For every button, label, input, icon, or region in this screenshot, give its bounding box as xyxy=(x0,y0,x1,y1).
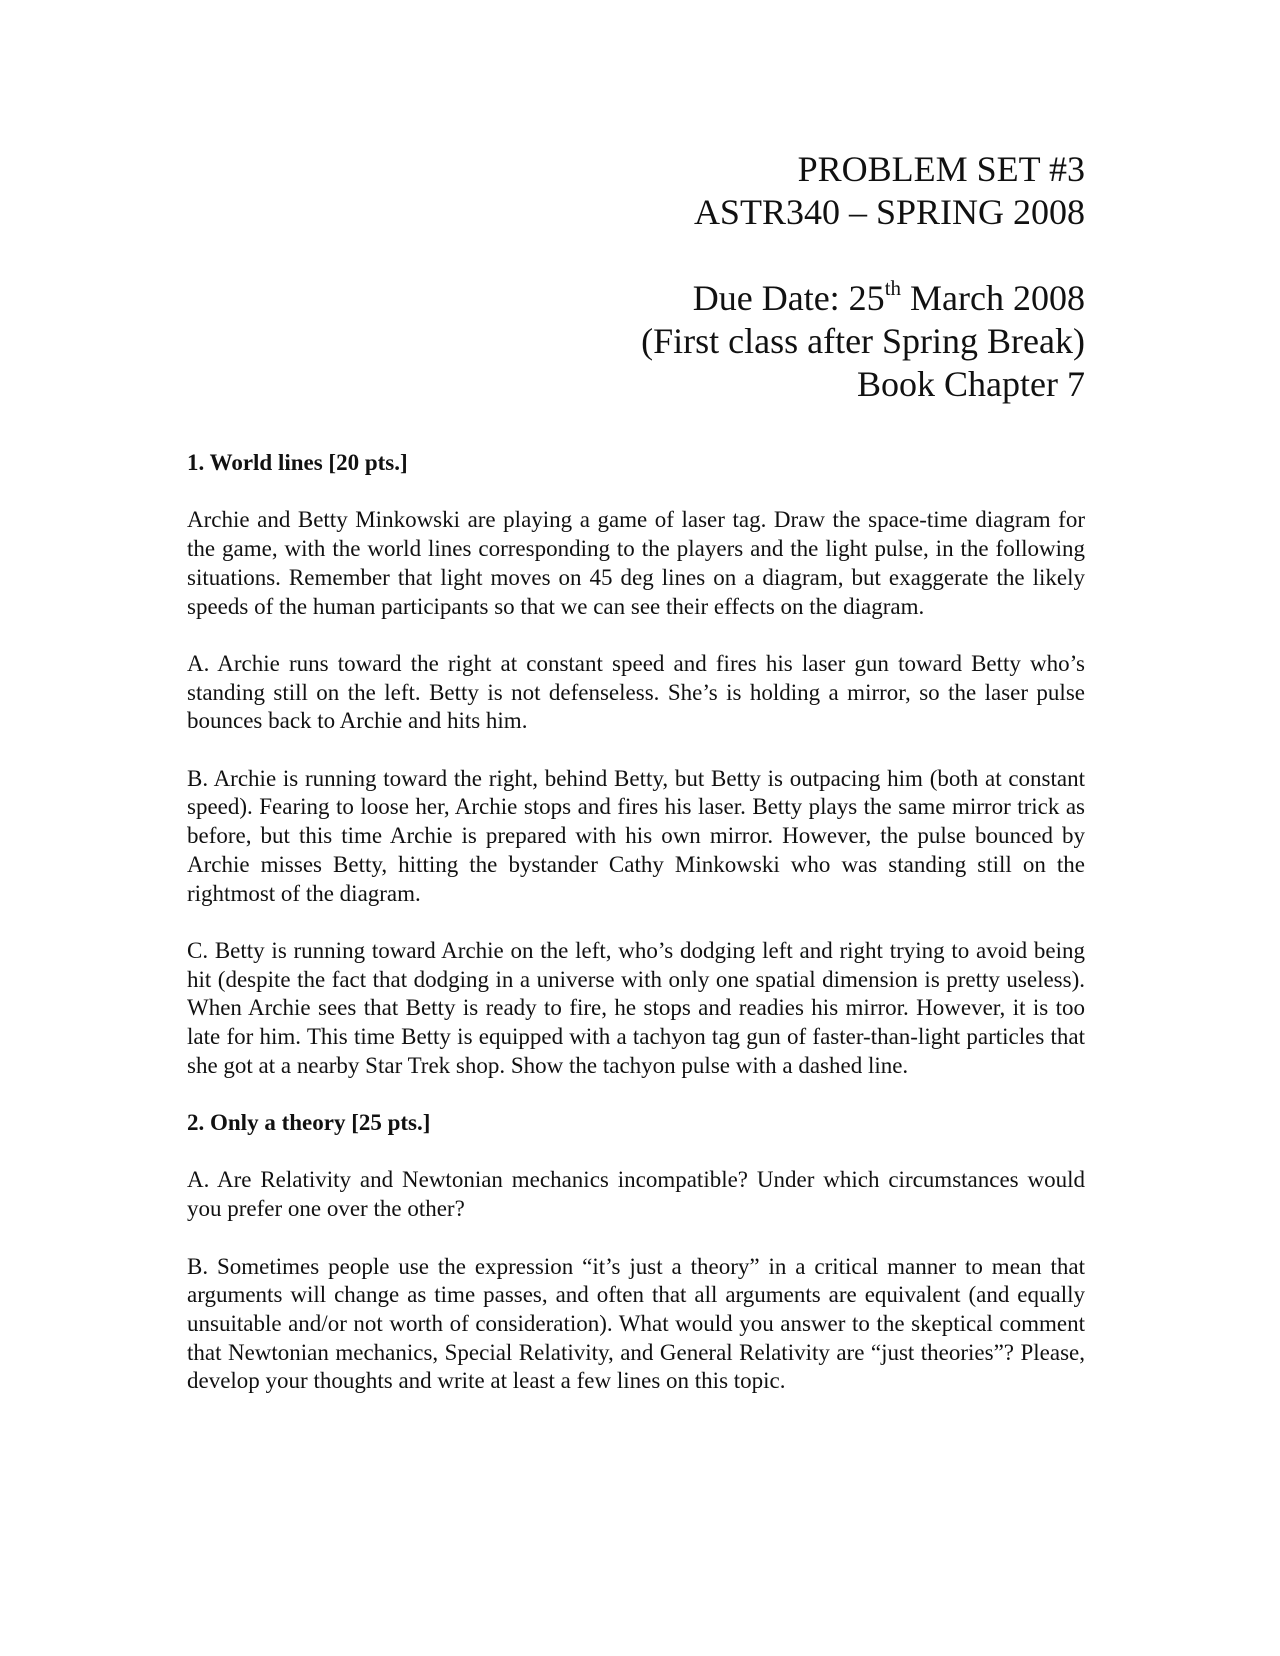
course-title: ASTR340 – SPRING 2008 xyxy=(693,192,1085,232)
book-chapter: Book Chapter 7 xyxy=(857,364,1085,404)
document-body xyxy=(187,449,1085,1425)
header-spacer xyxy=(187,234,1085,277)
theory-part-a: A. Are Relativity and Newtonian mechanics incompatible? Under which circumstances would you prefer one over the other? xyxy=(187,1167,1085,1222)
document-page xyxy=(187,0,1085,1656)
due-date-ordinal: th xyxy=(884,276,902,300)
world-lines-part-a: A. Archie runs toward the right at constant speed and fires his laser gun toward Betty who’s standing still on the left. Betty is not defenseless. She’s is holding a mirror, so the laser pulse bounces back to Archie and hits him. xyxy=(187,650,1085,734)
due-date-suffix: March 2008 xyxy=(901,278,1085,318)
due-date-note: (First class after Spring Break) xyxy=(641,321,1085,361)
section-title-world-lines: 1. World lines [20 pts.] xyxy=(187,450,408,475)
world-lines-intro: Archie and Betty Minkowski are playing a game of laser tag. Draw the space-time diagram for the game, with the world lines corresponding to the players and the light pulse, in the following situations. Remember that light moves on 45 deg lines on a diagram, but exaggerate the likely speeds of the human participants so that we can see their effects on the diagram. xyxy=(187,507,1085,619)
world-lines-part-c: C. Betty is running toward Archie on the left, who’s dodging left and right trying to avoid being hit (despite the fact that dodging in a universe with only one spatial dimension is pretty useless). When Archie sees that Betty is ready to fire, he stops and readies his mirror. However, it is too late for him. This time Betty is equipped with a tachyon tag gun of faster-than-light particles that she got at a nearby Star Trek shop. Show the tachyon pulse with a dashed line. xyxy=(187,937,1085,1078)
problem-set-title: PROBLEM SET #3 xyxy=(797,149,1085,189)
due-date xyxy=(187,277,1085,320)
world-lines-part-b: B. Archie is running toward the right, behind Betty, but Betty is outpacing him (both at constant speed). Fearing to loose her, Archie stops and fires his laser. Betty plays the same mirror trick as before, but this time Archie is prepared with his own mirror. However, the pulse bounced by Archie misses Betty, hitting the bystander Cathy Minkowski who was standing still on the rightmost of the diagram. xyxy=(187,765,1085,906)
due-date-prefix: Due Date: 25 xyxy=(692,278,885,318)
theory-part-b: B. Sometimes people use the expression “it’s just a theory” in a critical manner to mean that arguments will change as time passes, and often that all arguments are equivalent (and equally unsuitable and/or not worth of consideration). What would you answer to the skeptical comment that Newtonian mechanics, Special Relativity, and General Relativity are “just theories”? Please, develop your thoughts and write at least a few lines on this topic. xyxy=(187,1253,1085,1394)
document-header xyxy=(187,148,1085,406)
section-title-only-a-theory: 2. Only a theory [25 pts.] xyxy=(187,1110,431,1136)
